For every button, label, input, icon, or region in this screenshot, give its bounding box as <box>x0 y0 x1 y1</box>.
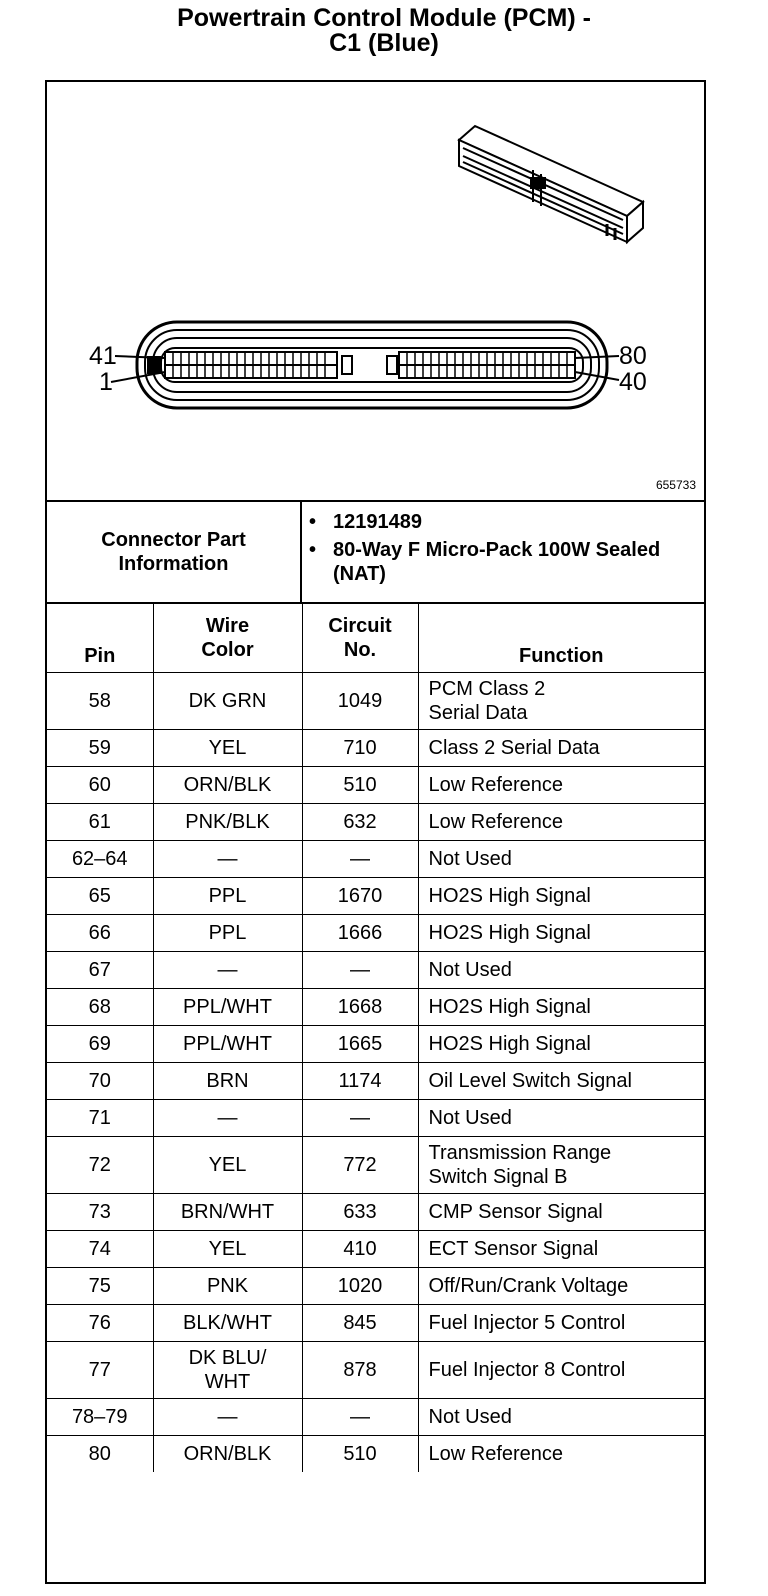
function-cell <box>418 673 704 730</box>
circuit-cell: 410 <box>302 1231 418 1268</box>
pin-cell: 77 <box>47 1342 153 1399</box>
pin-cell: 73 <box>47 1194 153 1231</box>
connector-drawing <box>47 82 704 500</box>
pin-cell: 67 <box>47 952 153 989</box>
table-row <box>47 767 704 804</box>
wire-color-cell: PPL/WHT <box>153 1026 302 1063</box>
pin-table <box>47 604 704 1472</box>
function-cell: Fuel Injector 8 Control <box>418 1342 704 1399</box>
function-cell: Class 2 Serial Data <box>418 730 704 767</box>
connector-sheet <box>45 80 706 1584</box>
bullet-icon: • <box>309 511 317 533</box>
circuit-cell: 1665 <box>302 1026 418 1063</box>
wire-color-cell: BRN/WHT <box>153 1194 302 1231</box>
circuit-cell: — <box>302 1399 418 1436</box>
table-row <box>47 1194 704 1231</box>
pin-cell: 61 <box>47 804 153 841</box>
title-line-1: Powertrain Control Module (PCM) - <box>177 4 591 32</box>
header-circuit-line2: No. <box>343 639 377 661</box>
function-cell: HO2S High Signal <box>418 878 704 915</box>
function-cell: Oil Level Switch Signal <box>418 1063 704 1100</box>
function-cell: Fuel Injector 5 Control <box>418 1305 704 1342</box>
pin-cell: 66 <box>47 915 153 952</box>
pin-cell: 70 <box>47 1063 153 1100</box>
wire-color-cell: — <box>153 841 302 878</box>
pin-cell: 58 <box>47 673 153 730</box>
circuit-cell: 1049 <box>302 673 418 730</box>
part-description: 80-Way F Micro-Pack 100W Sealed (NAT) <box>333 539 661 585</box>
circuit-cell: 710 <box>302 730 418 767</box>
circuit-cell: 1174 <box>302 1063 418 1100</box>
function-cell: HO2S High Signal <box>418 915 704 952</box>
circuit-cell: 1670 <box>302 878 418 915</box>
table-row <box>47 1436 704 1473</box>
table-row <box>47 878 704 915</box>
circuit-cell: 632 <box>302 804 418 841</box>
table-row <box>47 989 704 1026</box>
pin-cell: 69 <box>47 1026 153 1063</box>
table-row <box>47 915 704 952</box>
table-row <box>47 1305 704 1342</box>
table-row <box>47 673 704 730</box>
connector-illustration <box>47 82 704 502</box>
table-row <box>47 1100 704 1137</box>
pin-cell: 59 <box>47 730 153 767</box>
wire-color-cell: — <box>153 1399 302 1436</box>
function-cell: Not Used <box>418 1399 704 1436</box>
pin-cell: 80 <box>47 1436 153 1473</box>
table-row <box>47 1268 704 1305</box>
circuit-cell: — <box>302 1100 418 1137</box>
pin-label-41: 41 <box>89 342 117 370</box>
circuit-cell: — <box>302 841 418 878</box>
header-wire-color <box>153 604 302 673</box>
function-cell <box>418 1137 704 1194</box>
circuit-cell: 510 <box>302 767 418 804</box>
function-cell: Not Used <box>418 1100 704 1137</box>
figure-id: 655733 <box>655 478 696 492</box>
wire-color-line1: DK BLU/ <box>188 1347 267 1369</box>
pin-cell: 65 <box>47 878 153 915</box>
function-cell: HO2S High Signal <box>418 989 704 1026</box>
table-row <box>47 952 704 989</box>
table-row <box>47 804 704 841</box>
wire-color-cell: PPL <box>153 915 302 952</box>
function-cell: HO2S High Signal <box>418 1026 704 1063</box>
table-row <box>47 841 704 878</box>
wire-color-cell: PPL <box>153 878 302 915</box>
pin-label-40: 40 <box>619 368 647 396</box>
pin-label-80: 80 <box>619 342 647 370</box>
wire-color-cell: PNK/BLK <box>153 804 302 841</box>
connector-part-label-line1: Connector Part <box>101 529 246 551</box>
wire-color-cell: BRN <box>153 1063 302 1100</box>
connector-face <box>111 322 619 408</box>
function-cell: Not Used <box>418 952 704 989</box>
wire-color-cell: YEL <box>153 1137 302 1194</box>
pin-cell: 75 <box>47 1268 153 1305</box>
pin-cell: 68 <box>47 989 153 1026</box>
wire-color-cell: PPL/WHT <box>153 989 302 1026</box>
wire-color-cell: DK GRN <box>153 673 302 730</box>
part-number-item <box>309 510 699 534</box>
pin-cell: 72 <box>47 1137 153 1194</box>
table-row <box>47 1342 704 1399</box>
pin-label-1: 1 <box>99 368 113 396</box>
pin-cell: 76 <box>47 1305 153 1342</box>
function-cell: Low Reference <box>418 767 704 804</box>
circuit-cell: 845 <box>302 1305 418 1342</box>
wire-color-cell <box>153 1342 302 1399</box>
table-row <box>47 1063 704 1100</box>
wire-color-cell: YEL <box>153 730 302 767</box>
circuit-cell: 510 <box>302 1436 418 1473</box>
wire-color-cell: YEL <box>153 1231 302 1268</box>
wire-color-cell: — <box>153 952 302 989</box>
wire-color-cell: ORN/BLK <box>153 1436 302 1473</box>
function-cell: ECT Sensor Signal <box>418 1231 704 1268</box>
pin-cell: 74 <box>47 1231 153 1268</box>
function-cell: Low Reference <box>418 804 704 841</box>
function-line2: Switch Signal B <box>428 1166 568 1188</box>
wire-color-line2: WHT <box>204 1371 251 1393</box>
pin-cell: 71 <box>47 1100 153 1137</box>
circuit-cell: 1666 <box>302 915 418 952</box>
pin-table-header <box>47 604 704 673</box>
header-circuit-line1: Circuit <box>328 615 392 637</box>
function-cell: Not Used <box>418 841 704 878</box>
header-circuit <box>302 604 418 673</box>
table-row <box>47 1231 704 1268</box>
part-description-item <box>309 538 699 586</box>
connector-part-details <box>309 510 699 590</box>
part-number: 12191489 <box>333 511 422 533</box>
table-row <box>47 1026 704 1063</box>
wire-color-cell: PNK <box>153 1268 302 1305</box>
circuit-cell: 878 <box>302 1342 418 1399</box>
page-title <box>0 6 768 56</box>
connector-part-label <box>47 502 302 602</box>
circuit-cell: 633 <box>302 1194 418 1231</box>
circuit-cell: — <box>302 952 418 989</box>
table-row <box>47 730 704 767</box>
table-row <box>47 1399 704 1436</box>
circuit-cell: 1668 <box>302 989 418 1026</box>
header-wire-color-line2: Color <box>201 639 254 661</box>
header-wire-color-line1: Wire <box>205 615 250 637</box>
header-function: Function <box>418 604 704 673</box>
table-row <box>47 1137 704 1194</box>
connector-iso-view <box>459 126 643 242</box>
function-cell: CMP Sensor Signal <box>418 1194 704 1231</box>
pin-cell: 62–64 <box>47 841 153 878</box>
pin-cell: 60 <box>47 767 153 804</box>
function-line1: PCM Class 2 <box>428 678 546 700</box>
function-cell: Off/Run/Crank Voltage <box>418 1268 704 1305</box>
function-line1: Transmission Range <box>428 1142 612 1164</box>
circuit-cell: 1020 <box>302 1268 418 1305</box>
wire-color-cell: — <box>153 1100 302 1137</box>
function-cell: Low Reference <box>418 1436 704 1473</box>
bullet-icon: • <box>309 539 317 561</box>
circuit-cell: 772 <box>302 1137 418 1194</box>
connector-part-label-line2: Information <box>118 553 229 575</box>
title-line-2: C1 (Blue) <box>329 29 439 57</box>
connector-part-info <box>47 502 704 604</box>
header-pin: Pin <box>47 604 153 673</box>
wire-color-cell: ORN/BLK <box>153 767 302 804</box>
wire-color-cell: BLK/WHT <box>153 1305 302 1342</box>
pin-cell: 78–79 <box>47 1399 153 1436</box>
function-line2: Serial Data <box>428 702 528 724</box>
